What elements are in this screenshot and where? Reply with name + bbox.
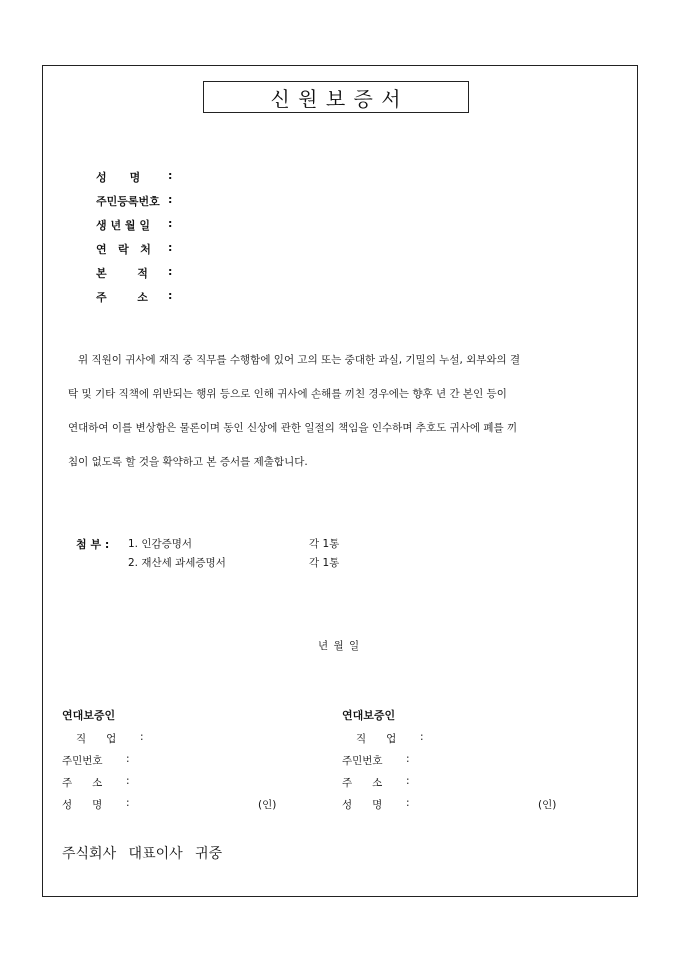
field-label: 본 적: [96, 267, 148, 280]
field-contact: [96, 241, 186, 257]
body-line: 연대하여 이를 변상함은 물론이며 동인 신상에 관한 일절의 책임을 인수하며 추호도 귀사에 폐를 끼: [68, 422, 518, 434]
field-label: 연 락 처: [96, 243, 151, 256]
document-border: [42, 65, 638, 897]
field-domicile: [96, 265, 186, 281]
field-label: 생 년 월 일: [96, 219, 150, 232]
attachments-label: 첨 부 :: [76, 538, 110, 551]
date-line: 년 월 일: [318, 640, 360, 652]
attachment-qty: 각 1통: [309, 538, 340, 550]
line-label: 성 명: [62, 799, 103, 811]
field-colon: :: [168, 193, 173, 206]
addressee-footer: 주식회사 대표이사 귀중: [62, 846, 223, 862]
document-title: 신 원 보 증 서: [270, 86, 402, 111]
guarantor-1-seal: (인): [258, 799, 277, 811]
field-label: 주민등록번호: [96, 195, 160, 208]
line-label: 직 업: [76, 733, 117, 745]
field-label: 성 명: [96, 171, 141, 184]
attachment-item: 1. 인감증명서: [128, 538, 193, 550]
body-line: 위 직원이 귀사에 재직 중 직무를 수행함에 있어 고의 또는 중대한 과실, 기밀의 누설, 외부와의 결: [68, 354, 521, 366]
field-colon: :: [168, 241, 173, 254]
attachment-qty: 각 1통: [309, 557, 340, 569]
guarantor-2-heading: 연대보증인: [342, 709, 396, 722]
line-label: 주 소: [62, 777, 103, 789]
line-colon: :: [406, 797, 410, 809]
field-colon: :: [168, 265, 173, 278]
line-colon: :: [126, 753, 130, 765]
line-label: 주민번호: [342, 755, 383, 767]
title-box: [203, 81, 469, 113]
attachment-item: 2. 재산세 과세증명서: [128, 557, 226, 569]
line-colon: :: [126, 797, 130, 809]
body-line: 침이 없도록 할 것을 확약하고 본 증서를 제출합니다.: [68, 456, 308, 468]
body-line: 탁 및 기타 직책에 위반되는 행위 등으로 인해 귀사에 손해를 끼친 경우에는 향후 년 간 본인 등이: [68, 388, 507, 400]
line-colon: :: [420, 731, 424, 743]
line-colon: :: [126, 775, 130, 787]
line-label: 주민번호: [62, 755, 103, 767]
field-colon: :: [168, 169, 173, 182]
line-label: 성 명: [342, 799, 383, 811]
guarantor-2-seal: (인): [538, 799, 557, 811]
line-label: 직 업: [356, 733, 397, 745]
field-name: [96, 169, 186, 185]
field-birthdate: [96, 217, 186, 233]
guarantor-1-heading: 연대보증인: [62, 709, 116, 722]
field-resident-number: [96, 193, 186, 209]
field-label: 주 소: [96, 291, 148, 304]
line-label: 주 소: [342, 777, 383, 789]
field-colon: :: [168, 217, 173, 230]
line-colon: :: [406, 775, 410, 787]
field-address: [96, 289, 186, 305]
field-colon: :: [168, 289, 173, 302]
line-colon: :: [140, 731, 144, 743]
line-colon: :: [406, 753, 410, 765]
